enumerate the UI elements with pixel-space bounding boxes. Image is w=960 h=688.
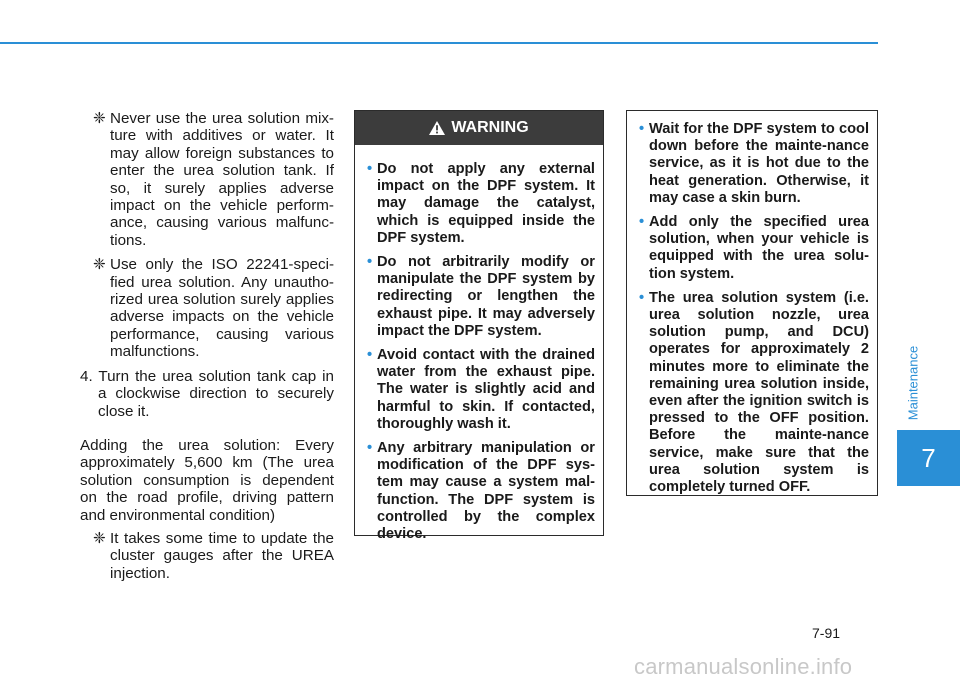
warning-header bbox=[355, 111, 603, 145]
bullet-icon: • bbox=[367, 347, 373, 364]
warning-item: • Avoid contact with the drained water from the exhaust pipe. The water is slightly acid and harmful to skin. If contacted, thoroughly wash it. bbox=[367, 347, 595, 432]
warning-item: • Any arbitrary manipulation or modification of the DPF sys-tem may cause a system mal-function. The DPF system is controlled by the complex device. bbox=[367, 440, 595, 543]
warning-item: • The urea solution system (i.e. urea solution nozzle, urea solution pump, and DCU) operates for approximately 2 minutes more to eliminate the remaining urea solution inside, even after the ignition switch is pressed to the OFF position. Before the mainte-nance service, make sure that the urea solution system is completely turned OFF. bbox=[639, 289, 869, 496]
chapter-tab: 7 bbox=[897, 430, 960, 486]
note-text: It takes some time to update the cluster gauges after the UREA injection. bbox=[110, 529, 334, 582]
warning-item: • Wait for the DPF system to cool down before the mainte-nance service, as it is hot due to the heat generation. Otherwise, it may case a skin burn. bbox=[639, 121, 869, 206]
warning-triangle-icon bbox=[429, 121, 445, 135]
note-icon: ❈ bbox=[93, 529, 106, 547]
section-side-label bbox=[903, 343, 923, 423]
bullet-icon: • bbox=[367, 440, 373, 457]
watermark: carmanualsonline.info bbox=[634, 654, 853, 679]
left-column bbox=[80, 110, 334, 589]
note-iso-urea bbox=[80, 256, 334, 360]
note-icon: ❈ bbox=[93, 256, 106, 274]
warning-item: • Add only the specified urea solution, when your vehicle is equipped with the urea solu-tion system. bbox=[639, 214, 869, 282]
note-urea-mixture bbox=[80, 110, 334, 249]
warning-item: • Do not apply any external impact on the DPF system. It may damage the catalyst, which is equipped inside the DPF system. bbox=[367, 161, 595, 246]
warning-title: WARNING bbox=[451, 119, 529, 136]
warning-item: • Do not arbitrarily modify or manipulate the DPF system by redirecting or lengthen the exhaust pipe. It may adversely impact the DPF system. bbox=[367, 254, 595, 339]
warning-continued-list bbox=[627, 111, 877, 496]
step-4: 4. Turn the urea solution tank cap in a clockwise direction to securely close it. bbox=[80, 367, 334, 420]
bullet-icon: • bbox=[639, 289, 645, 306]
bullet-icon: • bbox=[367, 161, 373, 177]
warning-continued-box bbox=[626, 110, 878, 496]
bullet-icon: • bbox=[639, 121, 645, 137]
header-rule bbox=[0, 42, 878, 44]
warning-box bbox=[354, 110, 604, 543]
section-label-text: Maintenance bbox=[905, 345, 921, 421]
note-cluster-gauges bbox=[80, 530, 334, 582]
warning-list bbox=[355, 145, 603, 543]
note-text: Use only the ISO 22241-speci-fied urea solution. Any unautho-rized urea solution surely applies adverse impacts on the vehicle performance, causing various malfunctions. bbox=[110, 256, 334, 361]
bullet-icon: • bbox=[367, 254, 373, 271]
note-text: Never use the urea solution mix-ture with additives or water. It may allow foreign substances to enter the urea solution tank. If so, it surely applies adverse impact on the vehicle perform-ance, causing various malfunc-tions. bbox=[110, 110, 334, 249]
adding-urea-paragraph: Adding the urea solution: Every approximately 5,600 km (The urea solution consumption is dependent on the road profile, driving pattern and environmental condition) bbox=[80, 436, 334, 524]
note-icon: ❈ bbox=[93, 110, 106, 127]
bullet-icon: • bbox=[639, 214, 645, 231]
page-number: 7-91 bbox=[812, 625, 841, 641]
